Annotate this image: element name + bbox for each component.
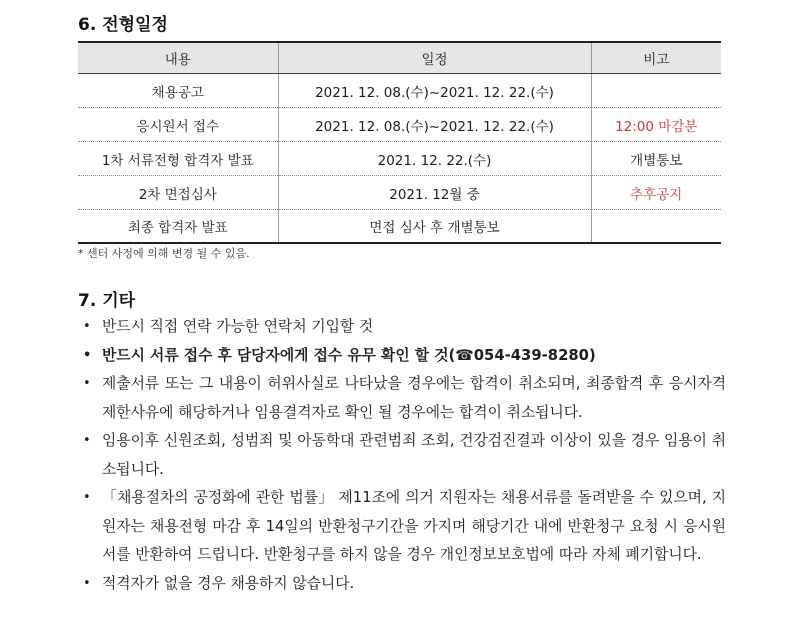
- table-row: [78, 108, 721, 142]
- list-item: [78, 370, 726, 427]
- bullet-marker: •: [83, 347, 92, 363]
- list-item: [78, 484, 726, 570]
- section-6-title: 6. 전형일정: [78, 15, 168, 35]
- list-item: [78, 313, 726, 342]
- schedule-footnote: * 센터 사정에 의해 변경 될 수 있음.: [78, 247, 250, 260]
- bullet-marker: •: [83, 376, 91, 391]
- table-header-row: [78, 42, 721, 74]
- list-item-text: 반드시 서류 접수 후 담당자에게 접수 유무 확인 할 것(☎054-439-8280): [102, 346, 596, 364]
- list-item-text: 임용이후 신원조회, 성범죄 및 아동학대 관련범죄 조회, 건강검진결과 이상이 있을 경우 임용이 취소됩니다.: [102, 432, 726, 478]
- row-note: 추후공지: [591, 176, 721, 210]
- row-note: 12:00 마감분: [591, 108, 721, 142]
- other-notes-list: [78, 313, 726, 598]
- list-item-text: 제출서류 또는 그 내용이 허위사실로 나타났을 경우에는 합격이 취소되며, 최종합격 후 응시자격 제한사유에 해당하거나 임용결격자로 확인 될 경우에는 합격이 취소됩니다.: [102, 375, 726, 421]
- list-item-text: 「채용절차의 공정화에 관한 법률」 제11조에 의거 지원자는 채용서류를 돌려받을 수 있으며, 지원자는 채용전형 마감 후 14일의 반환청구기간을 가지며 해당기간 내에 반환청구 요청 시 응시원서를 반환하여 드립니다. 반환청구를 하지 않을 경우 개인정보보호법에 따라 자체 폐기합니다.: [102, 489, 727, 563]
- list-item: [78, 342, 726, 371]
- schedule-table: [78, 41, 721, 244]
- table-row: [78, 142, 721, 176]
- row-date: 2021. 12. 08.(수)~2021. 12. 22.(수): [278, 74, 591, 108]
- list-item: [78, 427, 726, 484]
- bullet-marker: •: [83, 319, 91, 334]
- row-note: [591, 210, 721, 244]
- header-schedule: 일정: [278, 42, 591, 74]
- header-remarks: 비고: [591, 42, 721, 74]
- row-item: 1차 서류전형 합격자 발표: [78, 142, 278, 176]
- bullet-marker: •: [83, 575, 91, 591]
- bullet-marker: •: [83, 490, 91, 505]
- bullet-marker: •: [83, 433, 91, 448]
- row-date: 2021. 12월 중: [278, 176, 591, 210]
- section-7-title: 7. 기타: [78, 291, 136, 311]
- row-date: 면접 심사 후 개별통보: [278, 210, 591, 244]
- table-row: [78, 176, 721, 210]
- row-date: 2021. 12. 22.(수): [278, 142, 591, 176]
- header-content: 내용: [78, 42, 278, 74]
- row-item: 응시원서 접수: [78, 108, 278, 142]
- row-note: [591, 74, 721, 108]
- list-item-text: 적격자가 없을 경우 채용하지 않습니다.: [102, 574, 355, 592]
- row-date: 2021. 12. 08.(수)~2021. 12. 22.(수): [278, 108, 591, 142]
- list-item: [78, 570, 726, 599]
- list-item-text: 반드시 직접 연락 가능한 연락처 기입할 것: [102, 318, 374, 335]
- row-note: 개별통보: [591, 142, 721, 176]
- table-row: [78, 210, 721, 244]
- row-item: 2차 면접심사: [78, 176, 278, 210]
- table-row: [78, 74, 721, 108]
- row-item: 최종 합격자 발표: [78, 210, 278, 244]
- row-item: 채용공고: [78, 74, 278, 108]
